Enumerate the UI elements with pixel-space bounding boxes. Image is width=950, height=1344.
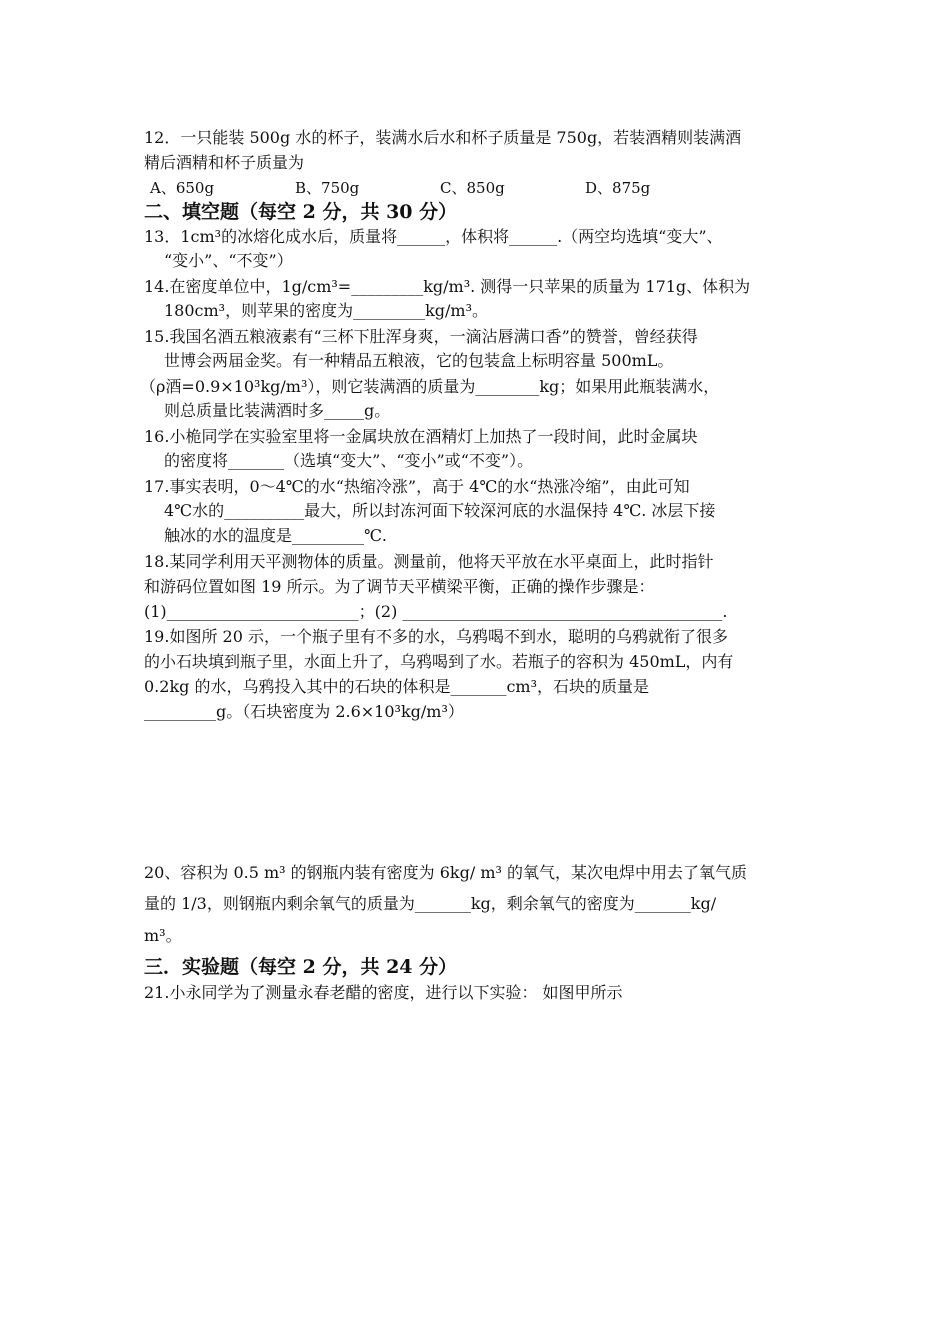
q18-line-1: 18.某同学利用天平测物体的质量。测量前，他将天平放在水平桌面上，此时指针: [144, 552, 714, 571]
q12-option-a: A、650g: [150, 179, 215, 197]
q16-line-1: 16.小桅同学在实验室里将一金属块放在酒精灯上加热了一段时间，此时金属块: [144, 427, 698, 446]
q17-line-1: 17.事实表明，0～4℃的水“热缩冷涨”，高于 4℃的水“热涨冷缩”，由此可知: [144, 477, 690, 496]
q12-option-b: B、750g: [295, 179, 360, 197]
q15-line-2: 世博会两届金奖。有一种精品五粮液，它的包装盒上标明容量 500mL。: [164, 351, 674, 370]
q17-line-2: 4℃水的__________最大，所以封冻河面下较深河底的水温保持 4℃. 冰层下接: [164, 501, 716, 520]
q16-line-2: 的密度将_______（选填“变大”、“变小”或“不变”）。: [164, 451, 534, 470]
q21-line-1: 21.小永同学为了测量永春老醋的密度，进行以下实验： 如图甲所示: [144, 983, 623, 1002]
q20-line-3: m³。: [144, 926, 182, 945]
q19-line-3: 0.2kg 的水，乌鸦投入其中的石块的体积是_______cm³，石块的质量是: [144, 677, 650, 696]
q17-line-3: 触冰的水的温度是_________℃.: [164, 526, 387, 545]
q13-line-2: “变小”、“不变”）: [164, 251, 293, 270]
q19-line-2: 的小石块填到瓶子里，水面上升了，乌鸦喝到了水。若瓶子的容积为 450mL，内有: [144, 652, 734, 671]
q12-line-2: 精后酒精和杯子质量为: [144, 153, 305, 172]
q18-line-2: 和游码位置如图 19 所示。为了调节天平横梁平衡，正确的操作步骤是：: [144, 577, 655, 596]
q18-line-3: (1)________________________；(2) ________________________________________.: [144, 602, 728, 621]
q12-options: [150, 177, 730, 199]
section-2-heading: 二、填空题（每空 2 分，共 30 分）: [144, 201, 458, 223]
q15-line-1: 15.我国名酒五粮液素有“三杯下肚浑身爽，一滴沾唇满口香”的赞誉，曾经获得: [144, 327, 698, 346]
q14-line-1: 14.在密度单位中，1g/cm³=_________kg/m³. 测得一只苹果的质量为 171g、体积为: [144, 277, 751, 296]
section-3-heading: 三．实验题（每空 2 分，共 24 分）: [144, 956, 458, 978]
q15-line-3: （ρ酒=0.9×10³kg/m³），则它装满酒的质量为________kg；如果用此瓶装满水，: [140, 377, 720, 396]
q20-line-2: 量的 1/3，则钢瓶内剩余氧气的质量为_______kg，剩余氧气的密度为_______kg/: [144, 894, 717, 913]
q12-option-c: C、850g: [440, 179, 505, 197]
q12-line-1: 12．一只能装 500g 水的杯子，装满水后水和杯子质量是 750g，若装酒精则装满酒: [144, 128, 742, 147]
q13-line-1: 13．1cm³的冰熔化成水后，质量将______，体积将______.（两空均选填“变大”、: [144, 227, 723, 246]
q19-line-1: 19.如图所 20 示，一个瓶子里有不多的水，乌鸦喝不到水，聪明的乌鸦就衔了很多: [144, 627, 728, 646]
q19-line-4: _________g。（石块密度为 2.6×10³kg/m³）: [144, 702, 464, 721]
q14-line-2: 180cm³，则苹果的密度为_________kg/m³。: [164, 301, 489, 320]
q15-line-4: 则总质量比装满酒时多_____g。: [164, 401, 391, 420]
q20-line-1: 20、容积为 0.5 m³ 的钢瓶内装有密度为 6kg/ m³ 的氧气，某次电焊中用去了氧气质: [144, 863, 748, 882]
q12-option-d: D、875g: [585, 179, 651, 197]
